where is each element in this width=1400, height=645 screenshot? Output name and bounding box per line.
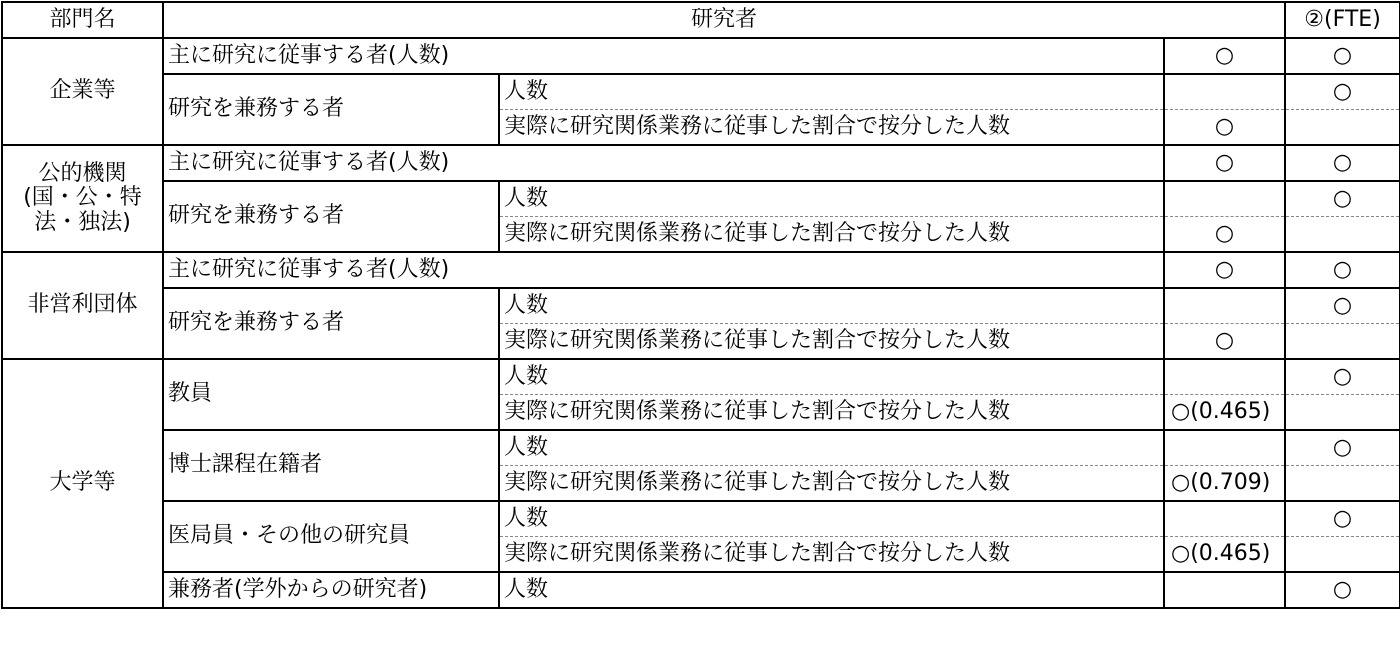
row-label-concurrent: 研究を兼務する者 — [163, 74, 499, 145]
hc-empty — [1285, 395, 1400, 431]
row-label-faculty: 教員 — [163, 359, 499, 430]
row-label-concurrent: 研究を兼務する者 — [163, 288, 499, 359]
hc-empty — [1285, 324, 1400, 360]
table-row — [2, 38, 1400, 74]
fte-mark-with-value: ○(0.465) — [1164, 537, 1285, 573]
hc-mark: ○ — [1285, 572, 1400, 608]
table-row — [2, 181, 1400, 217]
row-label-external: 兼務者(学外からの研究者) — [163, 572, 499, 608]
sub-label-allocated: 実際に研究関係業務に従事した割合で按分した人数 — [499, 466, 1164, 502]
table-row — [2, 572, 1400, 608]
fte-mark: ○ — [1164, 145, 1285, 181]
sub-label-allocated: 実際に研究関係業務に従事した割合で按分した人数 — [499, 537, 1164, 573]
hc-mark: ○ — [1285, 430, 1400, 466]
sector-public-line1: 公的機関 — [38, 161, 127, 187]
fte-mark-with-value: ○(0.465) — [1164, 395, 1285, 431]
table-row — [2, 501, 1400, 537]
sub-label-allocated: 実際に研究関係業務に従事した割合で按分した人数 — [499, 324, 1164, 360]
sub-label-headcount: 人数 — [499, 501, 1164, 537]
sub-label-allocated: 実際に研究関係業務に従事した割合で按分した人数 — [499, 110, 1164, 146]
hc-mark: ○ — [1285, 181, 1400, 217]
sub-label-headcount: 人数 — [499, 181, 1164, 217]
sub-label-headcount: 人数 — [499, 572, 1164, 608]
table-row — [2, 288, 1400, 324]
table-row — [2, 430, 1400, 466]
table-row — [2, 359, 1400, 395]
row-label-concurrent: 研究を兼務する者 — [163, 181, 499, 252]
fte-empty — [1164, 501, 1285, 537]
table-row — [2, 74, 1400, 110]
hc-mark: ○ — [1285, 74, 1400, 110]
sub-label-allocated: 実際に研究関係業務に従事した割合で按分した人数 — [499, 395, 1164, 431]
sector-nonprofit: 非営利団体 — [2, 252, 163, 359]
hc-empty — [1285, 217, 1400, 253]
row-label-main: 主に研究に従事する者(人数) — [163, 252, 1164, 288]
sub-label-headcount: 人数 — [499, 430, 1164, 466]
sector-business: 企業等 — [2, 38, 163, 145]
hc-mark: ○ — [1285, 288, 1400, 324]
fte-mark: ○ — [1164, 252, 1285, 288]
header-sector: 部門名 — [2, 2, 163, 38]
fte-empty — [1164, 181, 1285, 217]
fte-mark: ○ — [1164, 217, 1285, 253]
sub-label-headcount: 人数 — [499, 74, 1164, 110]
hc-empty — [1285, 537, 1400, 573]
fte-mark: ○ — [1164, 110, 1285, 146]
hc-mark: ○ — [1285, 145, 1400, 181]
table-row — [2, 145, 1400, 181]
row-label-main: 主に研究に従事する者(人数) — [163, 145, 1164, 181]
fte-mark-with-value: ○(0.709) — [1164, 466, 1285, 502]
row-label-main: 主に研究に従事する者(人数) — [163, 38, 1164, 74]
fte-mark: ○ — [1164, 324, 1285, 360]
header-fte: ②(FTE) — [1285, 2, 1400, 38]
fte-empty — [1164, 572, 1285, 608]
sector-university: 大学等 — [2, 359, 163, 608]
fte-empty — [1164, 288, 1285, 324]
hc-mark: ○ — [1285, 359, 1400, 395]
fte-empty — [1164, 359, 1285, 395]
sub-label-allocated: 実際に研究関係業務に従事した割合で按分した人数 — [499, 217, 1164, 253]
hc-mark: ○ — [1285, 252, 1400, 288]
sector-public-line2: (国・公・特 — [23, 185, 142, 211]
table-row — [2, 252, 1400, 288]
sector-public-line3: 法・独法) — [34, 209, 131, 235]
sub-label-headcount: 人数 — [499, 359, 1164, 395]
row-label-medical: 医局員・その他の研究員 — [163, 501, 499, 572]
hc-mark: ○ — [1285, 38, 1400, 74]
fte-empty — [1164, 430, 1285, 466]
sector-public — [2, 145, 163, 252]
fte-empty — [1164, 74, 1285, 110]
fte-mark: ○ — [1164, 38, 1285, 74]
researcher-classification-table — [1, 1, 1400, 609]
sub-label-headcount: 人数 — [499, 288, 1164, 324]
row-label-doctoral: 博士課程在籍者 — [163, 430, 499, 501]
header-row — [2, 2, 1400, 38]
hc-empty — [1285, 466, 1400, 502]
hc-mark: ○ — [1285, 501, 1400, 537]
hc-empty — [1285, 110, 1400, 146]
header-researcher: 研究者 — [163, 2, 1285, 38]
